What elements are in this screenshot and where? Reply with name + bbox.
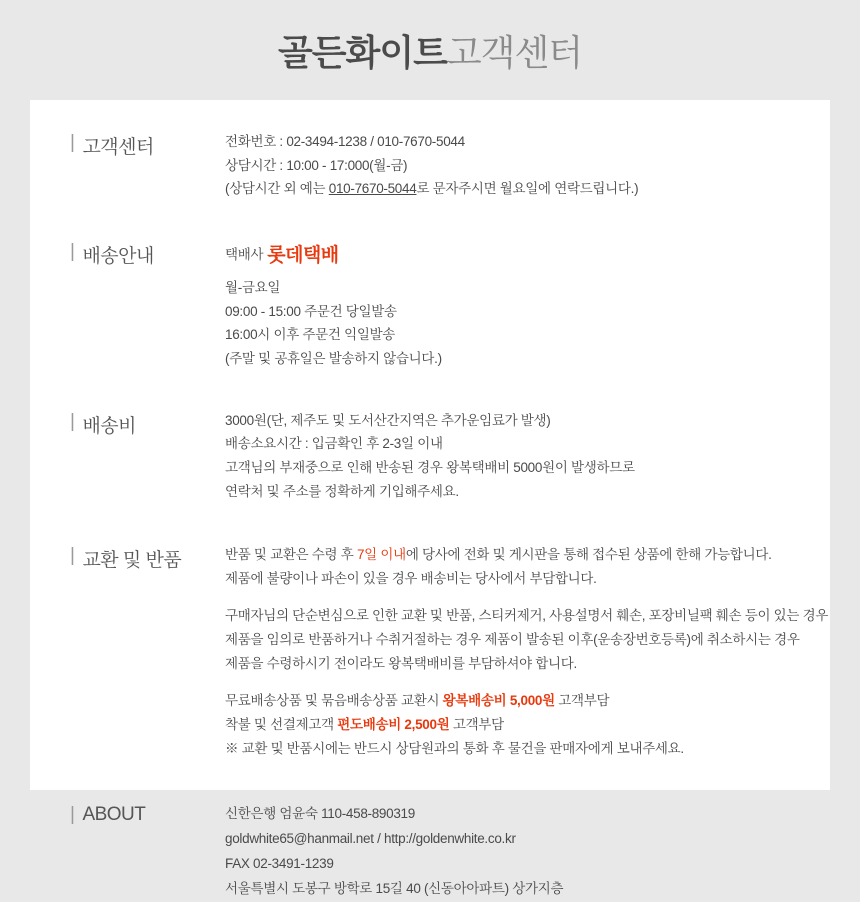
section-exchange-return [70,543,829,760]
exchange-free-ship-line [225,689,828,713]
content-card [30,100,830,897]
exchange-free-ship-pre: 무료배송상품 및 묶음배송상품 교환시 [225,693,443,709]
section-label-about [70,802,225,826]
courier-row [225,239,790,272]
section-body-delivery-info [225,239,790,371]
exchange-cond-1: 구매자님의 단순변심으로 인한 교환 및 반품, 스티커제거, 사용설명서 훼손, 포장비닐팩 훼손 등이 있는 경우 [225,608,829,624]
exchange-period-pre: 반품 및 교환은 수령 후 [225,547,357,563]
courier-label: 택배사 [225,246,264,262]
exchange-prepaid-amount: 편도배송비 2,500원 [337,716,450,732]
section-label-text: 고객센터 [82,137,154,158]
fee-leadtime: 배송소요시간 : 입금확인 후 2-3일 이내 [225,436,443,452]
exchange-prepaid-post: 고객부담 [449,716,504,732]
offhours-note-pre: (상담시간 외 예는 [225,181,329,197]
label-bar-icon: | [70,804,75,826]
exchange-defect-line: 제품에 불량이나 파손이 있을 경우 배송비는 당사에서 부담합니다. [225,570,597,586]
section-label-shipping-fee [70,409,225,438]
fee-amount: 3000원(단, 제주도 및 도서산간지역은 추가운임료가 발생) [225,412,551,428]
phone-line: 전화번호 : 02-3494-1238 / 010-7670-5044 [225,134,465,149]
label-bar-icon: | [70,240,75,262]
exchange-prepaid-line [225,713,828,737]
hours-line: 상담시간 : 10:00 - 17:000(월-금) [225,157,408,173]
section-customer-center [70,130,790,201]
exchange-period-highlight: 7일 이내 [356,547,406,563]
section-label-text: 배송비 [82,415,136,437]
offhours-note [225,177,790,201]
section-body-customer-center [225,130,790,201]
exchange-cond-2: 제품을 임의로 반품하거나 수취거절하는 경우 제품이 발송된 이후(운송장번호등록)에 취소하시는 경우 [225,632,800,647]
section-label-customer-center [70,130,225,159]
page-title [278,25,582,76]
delivery-days: 월-금요일 [225,280,281,296]
offhours-phone: 010-7670-5044 [328,181,417,197]
section-label-text: ABOUT [82,804,146,826]
exchange-cond-3: 제품을 수령하시기 전이라도 왕복택배비를 부담하셔야 합니다. [225,655,577,671]
delivery-nextday: 16:00시 이후 주문건 익일발송 [225,327,396,343]
section-label-delivery-info [70,239,225,268]
delivery-holiday-note: (주말 및 공휴일은 발송하지 않습니다.) [225,351,442,366]
delivery-sameday: 09:00 - 15:00 주문건 당일발송 [225,303,397,319]
label-bar-icon: | [70,545,75,567]
section-label-exchange-return [70,543,225,572]
exchange-period-post: 에 당사에 전화 및 게시판을 통해 접수된 상품에 한해 가능합니다. [405,547,772,563]
about-email-site: goldwhite65@hanmail.net / http://goldenwhite.co.kr [225,831,516,847]
page-header [0,0,860,100]
section-body-about [225,802,790,902]
exchange-prepaid-pre: 착불 및 선결제고객 [225,716,338,732]
section-about [70,802,790,902]
exchange-free-ship-amount: 왕복배송비 5,000원 [442,693,555,709]
about-fax: FAX 02-3491-1239 [225,856,334,872]
section-label-text: 배송안내 [82,245,154,267]
about-address: 서울특별시 도봉구 방학로 15길 40 (신동아아파트) 상가지층 [225,881,564,897]
section-label-text: 교환 및 반품 [82,550,182,572]
section-shipping-fee [70,409,790,504]
courier-name: 롯데택배 [267,244,339,266]
fee-return-note: 고객님의 부재중으로 인해 반송된 경우 왕복택배비 5000원이 발생하므로 [225,459,635,475]
label-bar-icon: | [70,132,75,153]
exchange-free-ship-post: 고객부담 [554,693,610,709]
offhours-note-post: 로 문자주시면 월요일에 연락드립니다.) [416,181,639,197]
about-bank-account: 신한은행 엄윤숙 110-458-890319 [225,806,415,822]
section-body-exchange-return [225,543,828,760]
section-body-shipping-fee [225,409,790,504]
page-title-brand: 골든화이트 [278,31,447,73]
fee-address-note: 연락처 및 주소를 정확하게 기입해주세요. [225,483,459,499]
exchange-notice-line: ※ 교환 및 반품시에는 반드시 상담원과의 통화 후 물건을 판매자에게 보내주세요. [225,740,684,756]
section-delivery-info [70,239,790,371]
page-title-suffix: 고객센터 [446,31,582,73]
label-bar-icon: | [70,410,75,432]
exchange-period-line [225,543,828,567]
